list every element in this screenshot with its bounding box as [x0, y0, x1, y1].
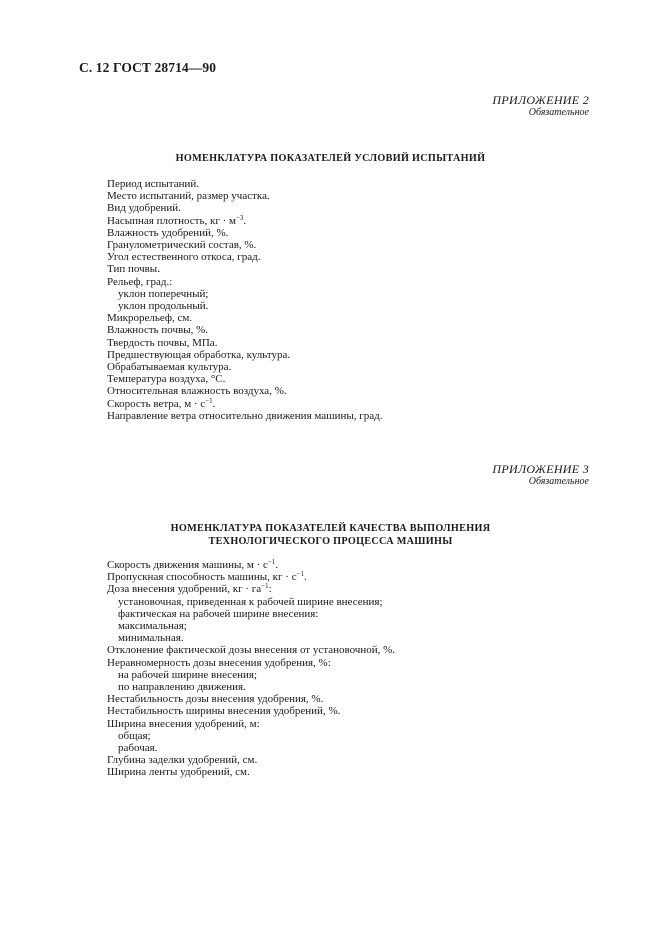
appendix-2-list [107, 178, 383, 422]
list-item [107, 644, 395, 656]
appendix-3-label [492, 462, 589, 488]
list-item [107, 657, 395, 669]
list-item-text: Влажность почвы, %. [107, 324, 209, 337]
list-item-superscript: −1 [205, 396, 213, 405]
list-item-tail: . [212, 397, 216, 410]
list-item [107, 324, 383, 336]
list-item [107, 251, 383, 263]
list-item-text: Ширина ленты удобрений, см. [107, 766, 250, 779]
appendix-2-subtitle: Обязательное [528, 107, 589, 118]
list-item-text: Место испытаний, размер участка. [107, 190, 270, 203]
list-item-text: Ширина внесения удобрений, м: [107, 717, 260, 730]
list-item-text: Рельеф, град.: [107, 275, 173, 288]
list-item [107, 288, 383, 300]
list-item-superscript: −1 [267, 558, 276, 566]
appendix-2-label [492, 93, 589, 119]
list-item-text: Предшествующая обработка, культура. [107, 348, 291, 361]
appendix-3-title: ПРИЛОЖЕНИЕ 3 [492, 462, 589, 476]
list-item [107, 632, 395, 644]
list-item-text: Обрабатываемая культура. [107, 361, 232, 374]
list-item-superscript: −1 [261, 582, 269, 591]
list-item-text: Угол естественного откоса, град. [107, 251, 261, 264]
list-item-text: Глубина заделки удобрений, см. [107, 754, 258, 767]
list-item-text: Пропускная способность машины, кг · с [107, 571, 297, 584]
list-item [107, 410, 383, 422]
list-item-text: Влажность удобрений, %. [107, 226, 229, 239]
list-item-text: Отклонение фактической дозы внесения от установочной, %. [107, 644, 396, 657]
list-item [107, 571, 395, 583]
list-item-tail: . [304, 571, 307, 584]
appendix-3-subtitle: Обязательное [528, 476, 589, 487]
list-item [107, 385, 383, 397]
list-item-tail: . [275, 559, 279, 571]
list-item [107, 559, 395, 571]
list-item-text: рабочая. [118, 742, 158, 755]
list-item [107, 312, 383, 324]
list-item [107, 263, 383, 275]
list-item-text: по направлению движения. [118, 681, 246, 694]
list-item-text: Температура воздуха, °С. [107, 373, 226, 386]
list-item [107, 349, 383, 361]
appendix-3-heading-line1: НОМЕНКЛАТУРА ПОКАЗАТЕЛЕЙ КАЧЕСТВА ВЫПОЛНЕНИЯ [170, 523, 491, 534]
page-header: С. 12 ГОСТ 28714—90 [79, 60, 217, 75]
appendix-2-heading-text: НОМЕНКЛАТУРА ПОКАЗАТЕЛЕЙ УСЛОВИЙ ИСПЫТАНИЙ [175, 153, 486, 164]
list-item [107, 190, 383, 202]
appendix-2-heading [0, 153, 661, 166]
list-item-text: уклон поперечный; [118, 287, 209, 300]
list-item [107, 730, 395, 742]
appendix-3-heading-line2: ТЕХНОЛОГИЧЕСКОГО ПРОЦЕССА МАШИНЫ [208, 535, 453, 547]
list-item [107, 705, 395, 717]
list-item-text: Насыпная плотность, кг · м [107, 214, 236, 227]
list-item [107, 361, 383, 373]
list-item-text: минимальная. [118, 632, 184, 645]
list-item [107, 398, 383, 410]
list-item [107, 300, 383, 312]
list-item [107, 337, 383, 349]
list-item [107, 742, 395, 754]
appendix-3-heading [0, 523, 661, 548]
list-item-text: Доза внесения удобрений, кг · га [107, 583, 262, 596]
list-item [107, 215, 383, 227]
list-item-text: Тип почвы. [107, 263, 160, 276]
list-item [107, 718, 395, 730]
list-item [107, 227, 383, 239]
appendix-2-title: ПРИЛОЖЕНИЕ 2 [492, 93, 589, 107]
list-item-text: Неравномерность дозы внесения удобрения, %: [107, 656, 331, 669]
list-item [107, 766, 395, 778]
list-item-text: Скорость движения машины, м · с [107, 559, 268, 571]
list-item [107, 608, 395, 620]
list-item-text: общая; [118, 729, 151, 742]
list-item [107, 596, 395, 608]
list-item-text: Микрорельеф, см. [107, 312, 193, 325]
list-item-text: Направление ветра относительно движения машины, град. [107, 409, 383, 422]
list-item-tail: . [243, 214, 247, 227]
list-item-text: Относительная влажность воздуха, %. [107, 385, 287, 398]
list-item [107, 583, 395, 595]
list-item-text: Твердость почвы, МПа. [107, 336, 218, 349]
list-item-text: уклон продольный. [118, 300, 209, 313]
list-item-text: Нестабильность дозы внесения удобрения, %. [107, 693, 324, 706]
list-item [107, 239, 383, 251]
list-item [107, 178, 383, 190]
list-item-text: на рабочей ширине внесения; [118, 668, 258, 681]
list-item [107, 669, 395, 681]
list-item-text: установочная, приведенная к рабочей ширине внесения; [118, 595, 383, 608]
list-item-text: Скорость ветра, м · с [107, 397, 206, 410]
list-item-tail: : [268, 583, 272, 596]
list-item [107, 202, 383, 214]
list-item [107, 620, 395, 632]
list-item [107, 276, 383, 288]
list-item [107, 681, 395, 693]
list-item-text: Вид удобрений. [107, 202, 181, 215]
list-item-superscript: −1 [296, 570, 305, 579]
list-item-text: Гранулометрический состав, %. [107, 239, 257, 252]
list-item [107, 693, 395, 705]
appendix-3-list [107, 559, 395, 779]
list-item [107, 373, 383, 385]
list-item-text: фактическая на рабочей ширине внесения: [118, 607, 319, 620]
list-item-superscript: −3 [235, 213, 244, 222]
list-item-text: Период испытаний. [107, 178, 200, 190]
list-item [107, 754, 395, 766]
list-item-text: максимальная; [118, 620, 187, 633]
list-item-text: Нестабильность ширины внесения удобрений, %. [107, 705, 341, 718]
